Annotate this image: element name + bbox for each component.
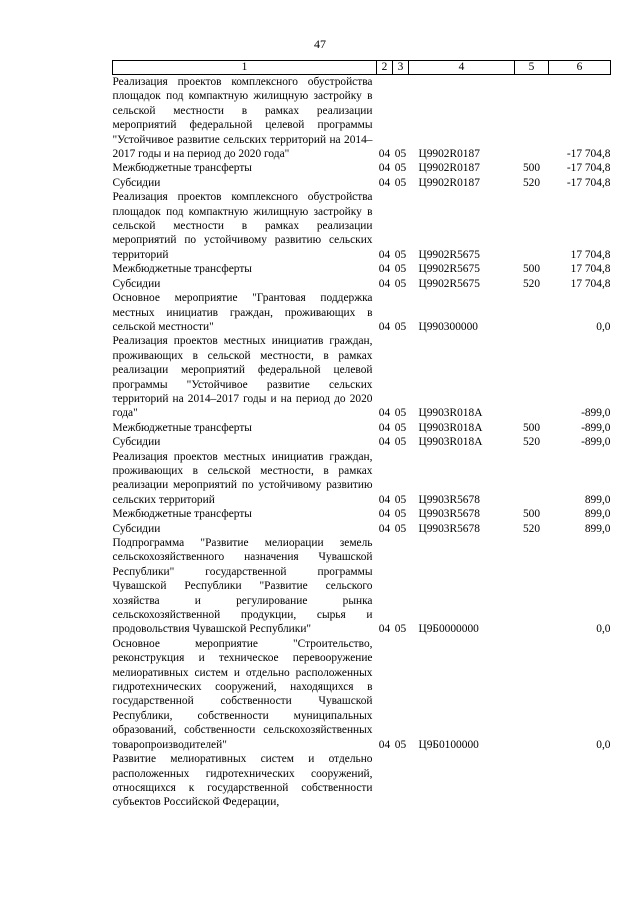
row-target-article: Ц9903R018A xyxy=(418,421,483,434)
header-col-5: 5 xyxy=(515,61,549,75)
row-amount: -899,0 xyxy=(581,421,611,434)
row-target-article: Ц9903R018A xyxy=(418,436,483,449)
row-subsection-code: 05 xyxy=(394,407,407,420)
row-subsection-code: 05 xyxy=(394,263,407,276)
table-row xyxy=(113,334,611,420)
row-expense-type: 520 xyxy=(522,522,541,535)
row-section-code: 04 xyxy=(378,407,391,420)
row-amount xyxy=(549,752,611,810)
row-subsection-code xyxy=(393,752,409,810)
row-expense-type xyxy=(515,450,549,508)
row-subsection-code: 05 xyxy=(394,522,407,535)
row-section-code: 04 xyxy=(378,436,391,449)
header-col-1: 1 xyxy=(113,61,377,75)
table-row xyxy=(113,522,611,536)
row-expense-type: 500 xyxy=(522,263,541,276)
row-target-article: Ц9903R5678 xyxy=(418,508,480,521)
table-row xyxy=(113,752,611,810)
row-section-code: 04 xyxy=(378,738,391,751)
table-row xyxy=(113,176,611,190)
row-expense-type xyxy=(515,190,549,262)
row-name: Межбюджетные трансферты xyxy=(112,508,252,521)
row-section-code: 04 xyxy=(378,277,391,290)
row-target-article: Ц9903R018A xyxy=(418,407,483,420)
row-amount: -17 704,8 xyxy=(566,176,611,189)
row-expense-type xyxy=(515,75,549,162)
row-name: Основное мероприятие "Строительство, реконструкция и техническое перевооружение мелиоративных систем и отдельно расположенных гидротехнических сооружений, находящихся в государственной собственности Чувашской Республики, собственности муниципальных образований, собственности сельскохозяйственных товаропроизводителей" xyxy=(112,637,373,751)
row-target-article: Ц9903R5678 xyxy=(418,522,480,535)
row-expense-type xyxy=(515,536,549,637)
row-target-article: Ц9902R0187 xyxy=(418,176,480,189)
row-subsection-code: 05 xyxy=(394,176,407,189)
row-subsection-code: 05 xyxy=(394,738,407,751)
row-name: Субсидии xyxy=(112,436,161,449)
table-row xyxy=(113,421,611,435)
row-amount: -17 704,8 xyxy=(566,162,611,175)
header-col-2: 2 xyxy=(377,61,393,75)
row-target-article: Ц9902R5675 xyxy=(418,248,480,261)
row-target-article: Ц9902R5675 xyxy=(418,277,480,290)
table-header xyxy=(113,61,611,75)
row-amount: 0,0 xyxy=(596,623,611,636)
row-expense-type: 520 xyxy=(522,176,541,189)
row-target-article: Ц9902R0187 xyxy=(418,162,480,175)
row-subsection-code: 05 xyxy=(394,320,407,333)
table-row xyxy=(113,161,611,175)
header-col-6: 6 xyxy=(549,61,611,75)
row-subsection-code: 05 xyxy=(394,248,407,261)
page-number: 47 xyxy=(314,37,326,51)
row-target-article: Ц9902R5675 xyxy=(418,263,480,276)
row-expense-type: 500 xyxy=(522,421,541,434)
table-row xyxy=(113,190,611,262)
row-section-code: 04 xyxy=(378,623,391,636)
row-subsection-code: 05 xyxy=(394,508,407,521)
row-name: Субсидии xyxy=(112,277,161,290)
table-row xyxy=(113,262,611,276)
row-target-article: Ц990300000 xyxy=(418,320,478,333)
row-amount: -899,0 xyxy=(581,436,611,449)
row-name: Субсидии xyxy=(112,176,161,189)
row-expense-type: 500 xyxy=(522,162,541,175)
row-subsection-code: 05 xyxy=(394,436,407,449)
row-expense-type xyxy=(515,752,549,810)
table-body xyxy=(113,75,611,810)
row-amount: -899,0 xyxy=(581,407,611,420)
row-section-code: 04 xyxy=(378,162,391,175)
row-amount: 899,0 xyxy=(584,493,611,506)
row-amount: -17 704,8 xyxy=(566,148,611,161)
row-section-code: 04 xyxy=(378,508,391,521)
header-col-3: 3 xyxy=(393,61,409,75)
row-expense-type xyxy=(515,291,549,334)
row-section-code: 04 xyxy=(378,493,391,506)
row-section-code: 04 xyxy=(378,263,391,276)
row-section-code: 04 xyxy=(378,248,391,261)
row-amount: 899,0 xyxy=(584,508,611,521)
row-subsection-code: 05 xyxy=(394,148,407,161)
row-section-code xyxy=(377,752,393,810)
budget-table xyxy=(112,60,611,810)
row-target-article xyxy=(409,752,515,810)
row-subsection-code: 05 xyxy=(394,162,407,175)
row-subsection-code: 05 xyxy=(394,277,407,290)
row-name: Межбюджетные трансферты xyxy=(112,263,252,276)
row-amount: 17 704,8 xyxy=(570,263,611,276)
row-name: Основное мероприятие "Грантовая поддержка местных инициатив граждан, проживающих в сельской местности" xyxy=(112,292,373,333)
row-target-article: Ц9Б0000000 xyxy=(418,623,479,636)
row-subsection-code: 05 xyxy=(394,623,407,636)
row-name: Реализация проектов комплексного обустройства площадок под компактную жилищную застройку в сельской местности в рамках реализации мероприятий федеральной целевой программы "Устойчивое развитие сельских территорий на 2014–2017 годы и на период до 2020 года" xyxy=(112,76,373,161)
row-section-code: 04 xyxy=(378,148,391,161)
table-row xyxy=(113,450,611,508)
table-row xyxy=(113,536,611,637)
row-section-code: 04 xyxy=(378,320,391,333)
table-row xyxy=(113,435,611,449)
row-expense-type xyxy=(515,334,549,420)
row-name: Реализация проектов местных инициатив граждан, проживающих в сельской местности, в рамках реализации мероприятий федеральной целевой программы "Устойчивое развитие сельских территорий на 2014–2017 годы и на период до 2020 года" xyxy=(112,335,373,420)
table-row xyxy=(113,637,611,752)
row-amount: 0,0 xyxy=(596,320,611,333)
row-name: Межбюджетные трансферты xyxy=(112,421,252,434)
row-name: Развитие мелиоративных систем и отдельно расположенных гидротехнических сооружений, относящихся к государственной собственности субъектов Российской Федерации, xyxy=(112,753,373,809)
table-row xyxy=(113,291,611,334)
row-section-code: 04 xyxy=(378,522,391,535)
row-amount: 0,0 xyxy=(596,738,611,751)
row-amount: 17 704,8 xyxy=(570,277,611,290)
row-expense-type: 500 xyxy=(522,508,541,521)
row-amount: 899,0 xyxy=(584,522,611,535)
row-section-code: 04 xyxy=(378,176,391,189)
row-expense-type: 520 xyxy=(522,436,541,449)
row-target-article: Ц9902R0187 xyxy=(418,148,480,161)
table-row xyxy=(113,75,611,162)
row-expense-type: 520 xyxy=(522,277,541,290)
row-target-article: Ц9Б0100000 xyxy=(418,738,479,751)
header-col-4: 4 xyxy=(409,61,515,75)
row-name: Подпрограмма "Развитие мелиорации земель сельскохозяйственного назначения Чувашской Республики" государственной программы Чувашской Республики "Развитие сельского хозяйства и регулирование рынка сельскохозяйственной продукции, сырья и продовольствия Чувашской Республики" xyxy=(112,537,373,636)
row-name: Межбюджетные трансферты xyxy=(112,162,252,175)
row-section-code: 04 xyxy=(378,421,391,434)
table-row xyxy=(113,507,611,521)
row-expense-type xyxy=(515,637,549,752)
row-target-article: Ц9903R5678 xyxy=(418,493,480,506)
row-name: Реализация проектов местных инициатив граждан, проживающих в сельской местности, в рамках реализации мероприятий по устойчивому развитию сельских территорий xyxy=(112,450,373,506)
row-name: Реализация проектов комплексного обустройства площадок под компактную жилищную застройку в сельской местности в рамках реализации мероприятий по устойчивому развитию сельских территорий xyxy=(112,191,373,261)
row-name: Субсидии xyxy=(112,522,161,535)
row-amount: 17 704,8 xyxy=(570,248,611,261)
row-subsection-code: 05 xyxy=(394,421,407,434)
table-row xyxy=(113,277,611,291)
row-subsection-code: 05 xyxy=(394,493,407,506)
